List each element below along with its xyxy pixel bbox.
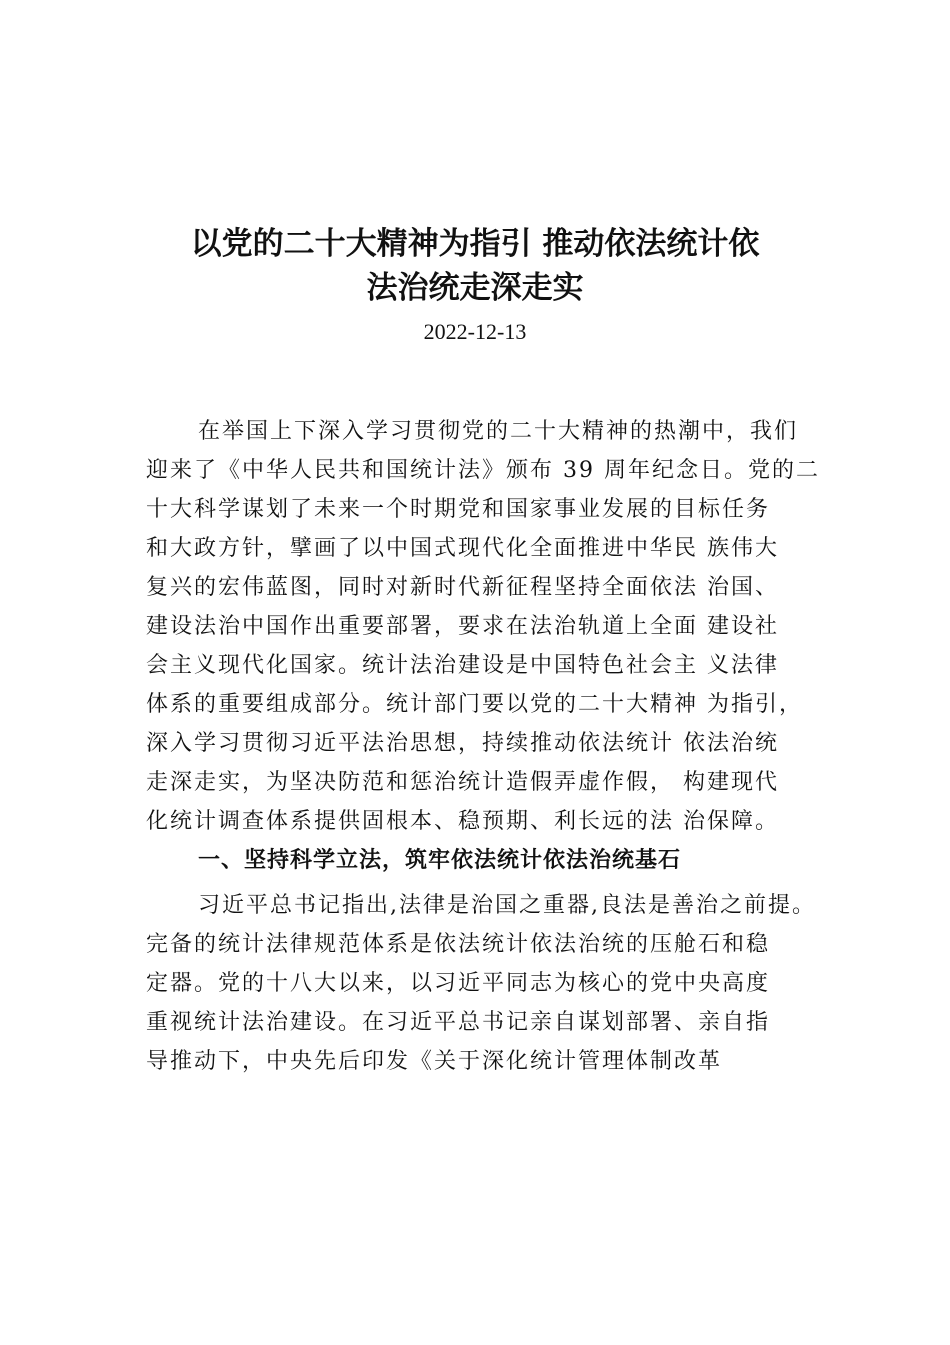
body-line: 迎来了《中华人民共和国统计法》颁布 39 周年纪念日。党的二 xyxy=(146,458,820,483)
publish-date: 2022-12-13 xyxy=(423,319,527,344)
body-line: 走深走实，为坚决防范和惩治统计造假弄虚作假， 构建现代 xyxy=(146,770,779,795)
document-title-line-2: 法治统走深走实 xyxy=(366,270,584,306)
body-line: 会主义现代化国家。统计法治建设是中国特色社会主 义法律 xyxy=(146,653,779,678)
body-line: 深入学习贯彻习近平法治思想，持续推动依法统计 依法治统 xyxy=(146,731,779,756)
body-line: 十大科学谋划了未来一个时期党和国家事业发展的目标任务 xyxy=(146,497,771,522)
body-line: 习近平总书记指出,法律是治国之重器,良法是善治之前提。 xyxy=(198,893,816,918)
body-line: 在举国上下深入学习贯彻党的二十大精神的热潮中，我们 xyxy=(198,419,799,444)
body-line: 和大政方针，擘画了以中国式现代化全面推进中华民 族伟大 xyxy=(146,536,779,561)
section-heading: 一、坚持科学立法，筑牢依法统计依法治统基石 xyxy=(198,848,682,873)
document-title-line-1: 以党的二十大精神为指引 推动依法统计依 xyxy=(190,226,760,262)
body-line: 复兴的宏伟蓝图，同时对新时代新征程坚持全面依法 治国、 xyxy=(146,575,779,600)
body-line: 建设法治中国作出重要部署，要求在法治轨道上全面 建设社 xyxy=(146,614,779,639)
body-line: 化统计调查体系提供固根本、稳预期、利长远的法 治保障。 xyxy=(146,809,779,834)
body-line: 导推动下，中央先后印发《关于深化统计管理体制改革 xyxy=(146,1049,723,1074)
body-line: 体系的重要组成部分。统计部门要以党的二十大精神 为指引， xyxy=(146,692,803,717)
body-line: 定器。党的十八大以来，以习近平同志为核心的党中央高度 xyxy=(146,971,771,996)
body-line: 完备的统计法律规范体系是依法统计依法治统的压舱石和稳 xyxy=(146,932,771,957)
body-line: 重视统计法治建设。在习近平总书记亲自谋划部署、亲自指 xyxy=(146,1010,771,1035)
